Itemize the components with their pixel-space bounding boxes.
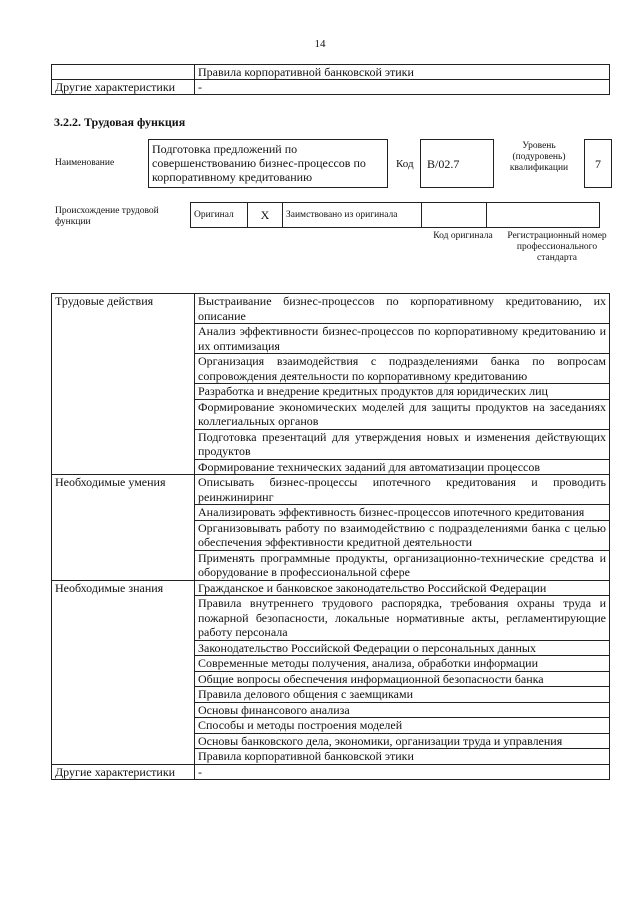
table-row xyxy=(52,764,610,780)
section-item: Применять программные продукты, организационно-технические средства и оборудование в профессиональной сфере xyxy=(195,550,610,580)
section-item: Формирование технических заданий для автоматизации процессов xyxy=(195,459,610,475)
section-item: Организовывать работу по взаимодействию с подразделениями банка с целью обеспечения эффективности кредитной деятельности xyxy=(195,520,610,550)
level-label: Уровень (подуровень) квалификации xyxy=(509,141,569,173)
competency-table-body xyxy=(52,294,610,780)
function-code-box: B/02.7 xyxy=(420,139,494,188)
row-value: Правила корпоративной банковской этики xyxy=(195,65,610,80)
section-label: Другие характеристики xyxy=(52,764,195,780)
reg-number-cell xyxy=(487,203,600,228)
section-item: Гражданское и банковское законодательство Российской Федерации xyxy=(195,580,610,596)
section-item: Правила внутреннего трудового распорядка, требования охраны труда и пожарной безопасности, локальные нормативные акты, регламентирующие работу персонала xyxy=(195,596,610,641)
section-item: - xyxy=(195,764,610,780)
table-row xyxy=(52,65,610,80)
section-item: Способы и методы построения моделей xyxy=(195,718,610,734)
table-row xyxy=(52,80,610,95)
row-label: Другие характеристики xyxy=(52,80,195,95)
continuation-table xyxy=(51,64,610,95)
section-item: Современные методы получения, анализа, обработки информации xyxy=(195,656,610,672)
section-item: Правила корпоративной банковской этики xyxy=(195,749,610,765)
code-original-caption: Код оригинала xyxy=(433,231,493,241)
section-item: Общие вопросы обеспечения информационной безопасности банка xyxy=(195,671,610,687)
row-value: - xyxy=(195,80,610,95)
section-label: Необходимые знания xyxy=(52,580,195,764)
section-label: Необходимые умения xyxy=(52,475,195,581)
origin-label: Происхождение трудовой функции xyxy=(55,206,159,227)
code-label: Код xyxy=(396,158,414,170)
section-item: Правила делового общения с заемщиками xyxy=(195,687,610,703)
original-mark: X xyxy=(248,203,283,228)
section-item: Организация взаимодействия с подразделениями банка по вопросам сопровождения деятельности по корпоративному кредитованию xyxy=(195,354,610,384)
section-item: Выстраивание бизнес-процессов по корпоративному кредитованию, их описание xyxy=(195,294,610,324)
section-item: Подготовка презентаций для утверждения новых и изменения действующих продуктов xyxy=(195,429,610,459)
section-item: Законодательство Российской Федерации о персональных данных xyxy=(195,640,610,656)
section-item: Основы финансового анализа xyxy=(195,702,610,718)
table-row xyxy=(52,580,610,596)
row-label xyxy=(52,65,195,80)
section-label: Трудовые действия xyxy=(52,294,195,475)
original-label: Оригинал xyxy=(191,203,248,228)
section-item: Описывать бизнес-процессы ипотечного кредитования и проводить реинжиниринг xyxy=(195,475,610,505)
section-item: Анализ эффективности бизнес-процессов по корпоративному кредитованию и их оптимизация xyxy=(195,324,610,354)
name-label: Наименование xyxy=(55,158,115,168)
borrowed-label: Заимствовано из оригинала xyxy=(283,203,422,228)
section-item: Разработка и внедрение кредитных продуктов для юридических лиц xyxy=(195,384,610,400)
code-original-cell xyxy=(422,203,487,228)
section-heading: 3.2.2. Трудовая функция xyxy=(54,115,186,129)
section-item: Формирование экономических моделей для защиты продуктов на заседаниях коллегиальных органов xyxy=(195,399,610,429)
table-row xyxy=(52,475,610,505)
table-row xyxy=(52,294,610,324)
function-name-box: Подготовка предложений по совершенствованию бизнес-процессов по корпоративному кредитованию xyxy=(148,139,388,188)
table-row xyxy=(191,203,600,228)
reg-number-caption: Регистрационный номер профессионального стандарта xyxy=(507,231,607,263)
level-value-box: 7 xyxy=(584,139,612,188)
page-number: 14 xyxy=(314,38,326,50)
section-item: Анализировать эффективность бизнес-процессов ипотечного кредитования xyxy=(195,505,610,521)
section-item: Основы банковского дела, экономики, организации труда и управления xyxy=(195,733,610,749)
origin-table xyxy=(190,202,600,228)
competency-table xyxy=(51,293,610,780)
